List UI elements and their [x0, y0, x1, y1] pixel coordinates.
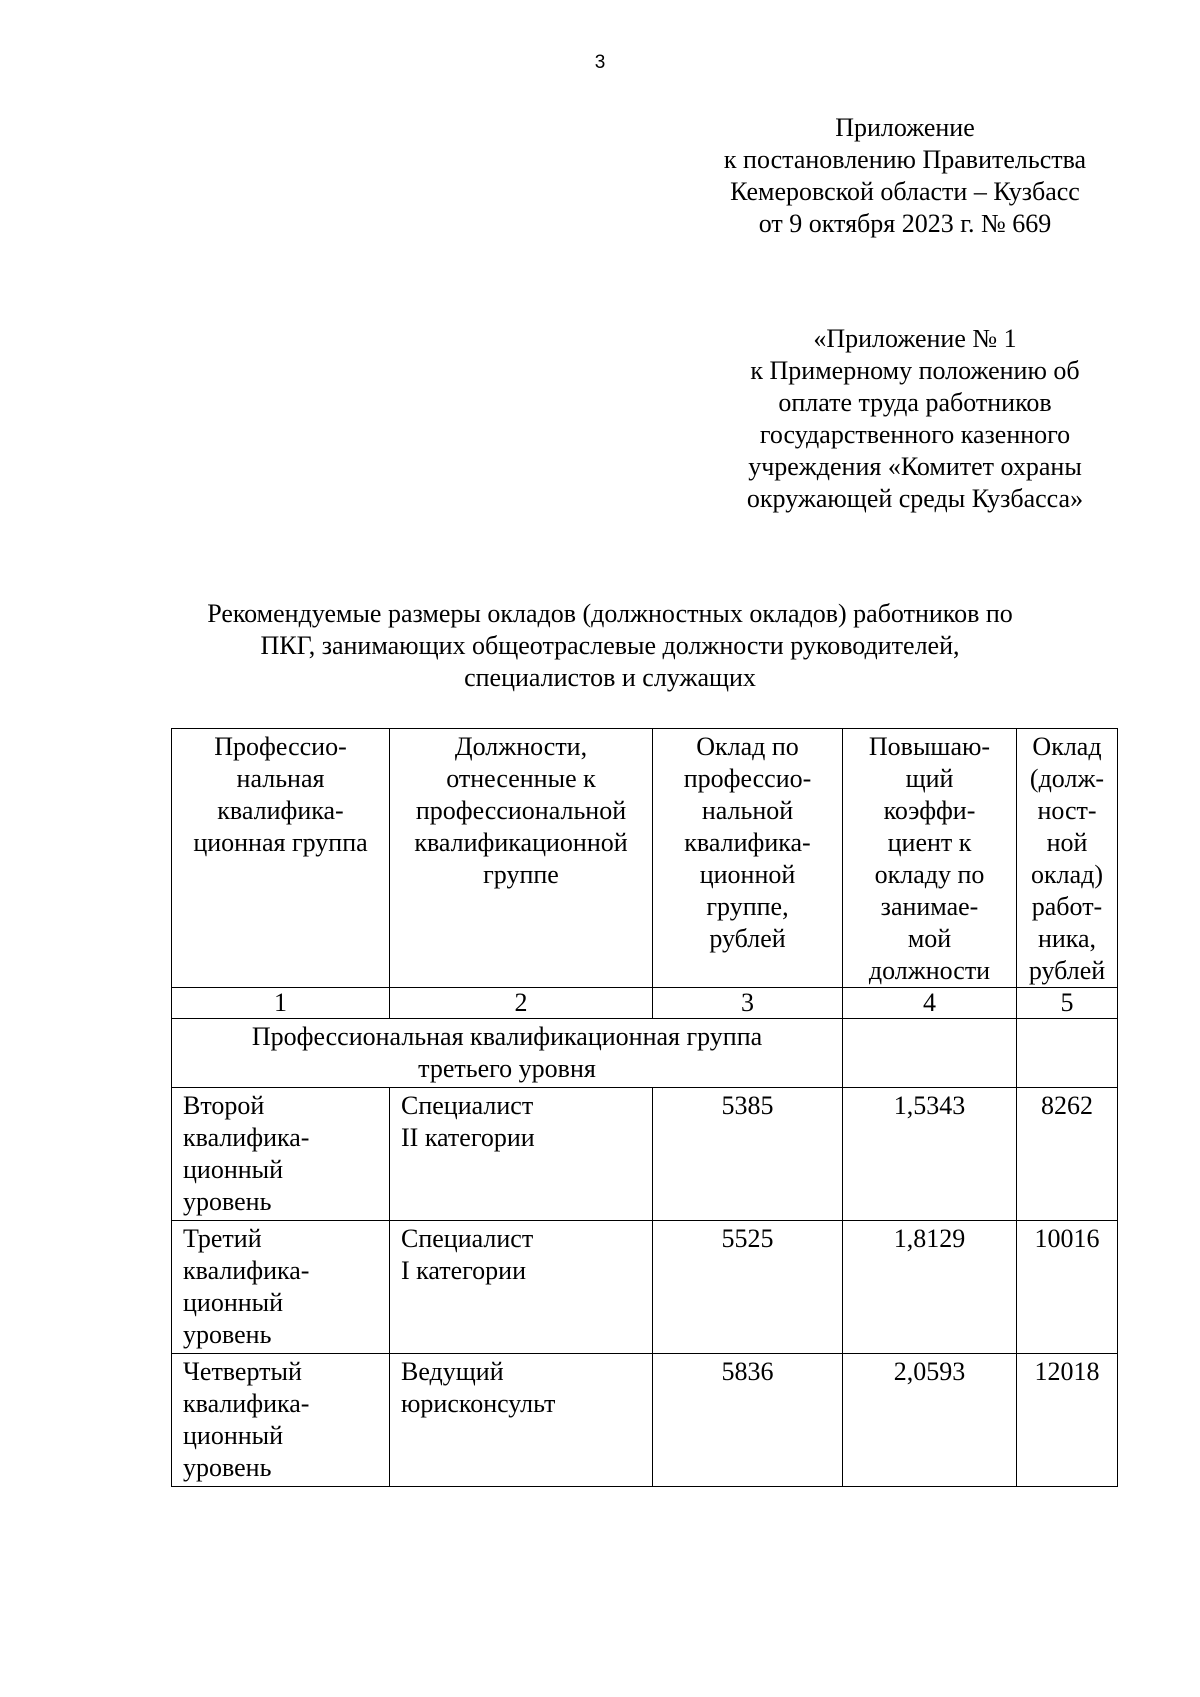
position-name: Специалист I категории	[390, 1221, 653, 1354]
title-line: Рекомендуемые размеры окладов (должностных окладов) работников по	[207, 599, 1013, 628]
qualification-level: Третий квалифика- ционный уровень	[172, 1221, 390, 1354]
appendix-reference-block	[710, 323, 1120, 515]
coefficient-value: 1,8129	[843, 1221, 1017, 1354]
column-number: 5	[1017, 988, 1118, 1019]
column-number: 2	[390, 988, 653, 1019]
qualification-level: Четвертый квалифика- ционный уровень	[172, 1354, 390, 1487]
salary-table	[171, 728, 1118, 1487]
approval-line: к постановлению Правительства	[723, 145, 1087, 174]
coefficient-value: 1,5343	[843, 1088, 1017, 1221]
appendix-line: к Примерному положению об	[750, 356, 1080, 385]
document-title	[140, 598, 1080, 694]
header-coefficient: Повышаю- щий коэффи- циент к окладу по занимае- мой должности	[843, 729, 1017, 988]
table-header-row	[172, 729, 1118, 988]
appendix-line: государственного казенного	[759, 420, 1071, 449]
appendix-line: учреждения «Комитет охраны	[748, 452, 1082, 481]
appendix-line: оплате труда работников	[778, 388, 1052, 417]
header-base-salary: Оклад по профессио- нальной квалифика- ционной группе, рублей	[653, 729, 843, 988]
position-name: Ведущий юрисконсульт	[390, 1354, 653, 1487]
salary-value: 12018	[1017, 1354, 1118, 1487]
base-salary-value: 5836	[653, 1354, 843, 1487]
salary-value: 8262	[1017, 1088, 1118, 1221]
appendix-line: «Приложение № 1	[813, 324, 1017, 353]
base-salary-value: 5385	[653, 1088, 843, 1221]
column-number-row	[172, 988, 1118, 1019]
header-positions: Должности, отнесенные к профессиональной квалификационной группе	[390, 729, 653, 988]
approval-line: от 9 октября 2023 г. № 669	[758, 209, 1052, 238]
table-row	[172, 1221, 1118, 1354]
appendix-line: окружающей среды Кузбасса»	[746, 484, 1084, 513]
base-salary-value: 5525	[653, 1221, 843, 1354]
header-qualification-group: Профессио- нальная квалифика- ционная группа	[172, 729, 390, 988]
approval-line: Кемеровской области – Кузбасс	[730, 177, 1080, 206]
approval-line: Приложение	[835, 113, 975, 142]
coefficient-value: 2,0593	[843, 1354, 1017, 1487]
qualification-level: Второй квалифика- ционный уровень	[172, 1088, 390, 1221]
empty-cell	[1017, 1019, 1118, 1088]
position-name: Специалист II категории	[390, 1088, 653, 1221]
group-title: Профессиональная квалификационная группа третьего уровня	[172, 1019, 843, 1088]
page-number: 3	[594, 52, 606, 73]
title-line: специалистов и служащих	[464, 663, 756, 692]
column-number: 4	[843, 988, 1017, 1019]
table-row	[172, 1088, 1118, 1221]
header-employee-salary: Оклад (долж- ност- ной оклад) работ- ника, рублей	[1017, 729, 1118, 988]
column-number: 3	[653, 988, 843, 1019]
salary-value: 10016	[1017, 1221, 1118, 1354]
approval-reference-block	[690, 112, 1120, 240]
title-line: ПКГ, занимающих общеотраслевые должности руководителей,	[260, 631, 960, 660]
group-header-row	[172, 1019, 1118, 1088]
column-number: 1	[172, 988, 390, 1019]
empty-cell	[843, 1019, 1017, 1088]
table-row	[172, 1354, 1118, 1487]
